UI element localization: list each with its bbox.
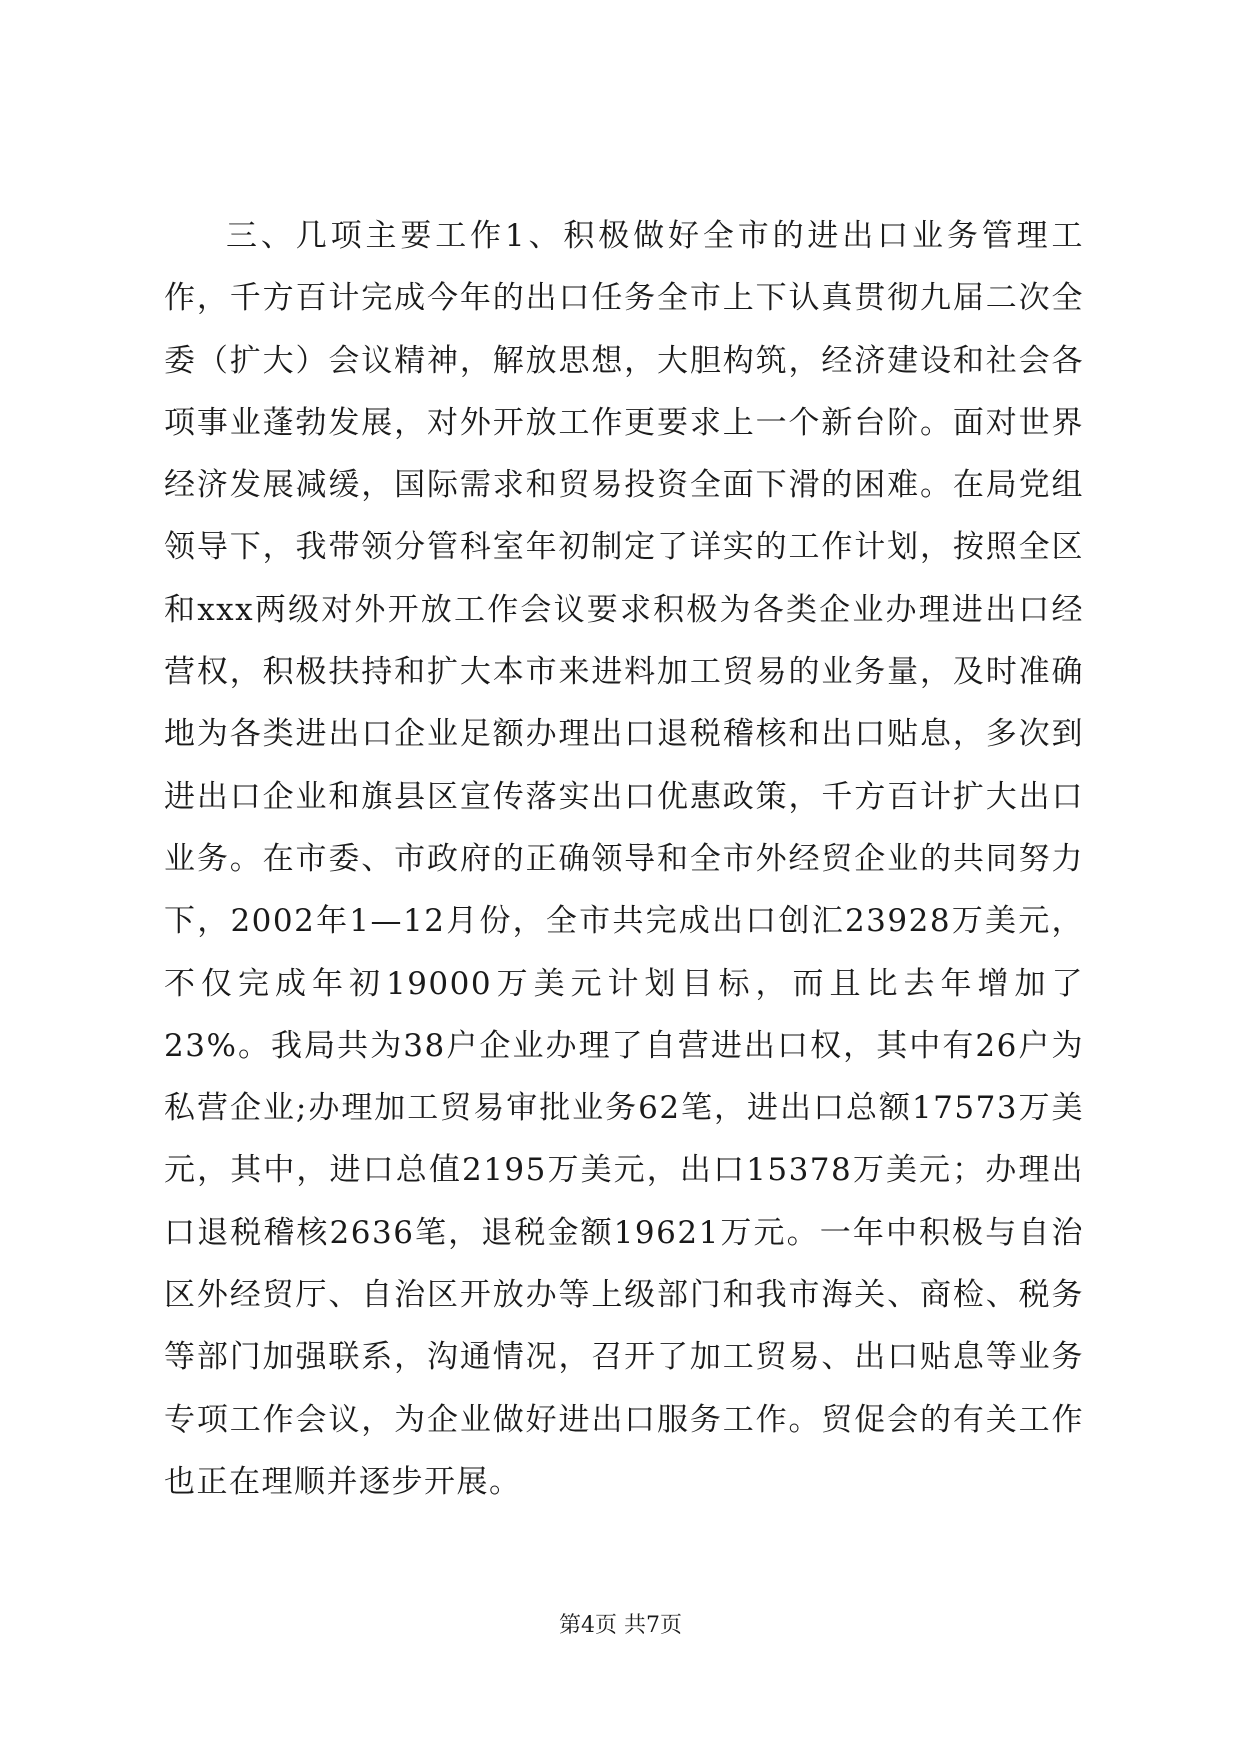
body-paragraph: 三、几项主要工作1、积极做好全市的进出口业务管理工作，千方百计完成今年的出口任务全市上下认真贯彻九届二次全委（扩大）会议精神，解放思想，大胆构筑，经济建设和社会各项事业蓬勃发展，对外开放工作更要求上一个新台阶。面对世界经济发展减缓，国际需求和贸易投资全面下滑的困难。在局党组领导下，我带领分管科室年初制定了详实的工作计划，按照全区和xxx两级对外开放工作会议要求积极为各类企业办理进出口经营权，积极扶持和扩大本市来进料加工贸易的业务量，及时准确地为各类进出口企业足额办理出口退税稽核和出口贴息，多次到进出口企业和旗县区宣传落实出口优惠政策，千方百计扩大出口业务。在市委、市政府的正确领导和全市外经贸企业的共同努力下，2002年1—12月份，全市共完成出口创汇23928万美元，不仅完成年初19000万美元计划目标，而且比去年增加了23%。我局共为38户企业办理了自营进出口权，其中有26户为私营企业;办理加工贸易审批业务62笔，进出口总额17573万美元，其中，进口总值2195万美元，出口15378万美元；办理出口退税稽核2636笔，退税金额19621万元。一年中积极与自治区外经贸厅、自治区开放办等上级部门和我市海关、商检、税务等部门加强联系，沟通情况，召开了加工贸易、出口贴息等业务专项工作会议，为企业做好进出口服务工作。贸促会的有关工作也正在理顺并逐步开展。 (164, 218, 1084, 1500)
page-number-footer: 第4页 共7页 (559, 1613, 682, 1638)
document-body (164, 205, 1084, 1513)
